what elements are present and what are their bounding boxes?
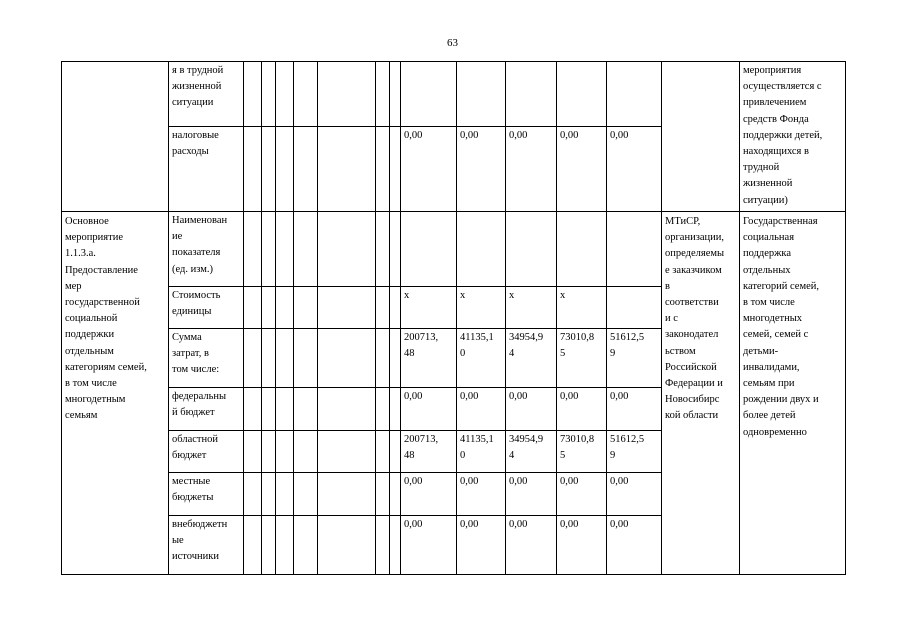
- indicator-cell: Стоимость единицы: [172, 290, 221, 318]
- indicator-cell: я в трудной жизненной ситуации: [172, 65, 224, 109]
- value-cell: 34954,9 4: [509, 332, 544, 360]
- value-cell: 0,00: [560, 391, 579, 402]
- column-line-3: [261, 61, 262, 575]
- table-bottom-border: [61, 574, 846, 575]
- value-cell: 0,00: [404, 519, 423, 530]
- table-top-border: [61, 61, 846, 62]
- value-cell: 0,00: [560, 476, 579, 487]
- value-cell: 0,00: [560, 130, 579, 141]
- value-cell: 0,00: [404, 130, 423, 141]
- value-cell: 0,00: [404, 391, 423, 402]
- row-line-0: [168, 126, 662, 127]
- indicator-cell: местные бюджеты: [172, 476, 214, 504]
- column-line-10: [456, 61, 457, 575]
- value-cell: 51612,5 9: [610, 434, 645, 462]
- row-line-2: [168, 328, 662, 329]
- value-cell: x: [460, 290, 466, 301]
- value-cell: 73010,8 5: [560, 332, 595, 360]
- column-line-4: [275, 61, 276, 575]
- value-cell: 0,00: [460, 519, 479, 530]
- indicator-cell: федеральны й бюджет: [172, 391, 227, 419]
- indicator-cell: внебюджетн ые источники: [172, 519, 228, 563]
- row-line-3: [168, 387, 662, 388]
- column-line-8: [389, 61, 390, 575]
- value-cell: 0,00: [610, 130, 629, 141]
- column-line-6: [317, 61, 318, 575]
- value-cell: 0,00: [460, 391, 479, 402]
- value-cell: 0,00: [509, 519, 528, 530]
- value-cell: 0,00: [560, 519, 579, 530]
- column-line-0: [61, 61, 62, 575]
- value-cell: 41135,1 0: [460, 332, 494, 360]
- value-cell: 73010,8 5: [560, 434, 595, 462]
- note-cell: мероприятия осуществляется с привлечением средств Фонда поддержки детей, находящихся в трудной жизненной ситуации): [743, 65, 823, 206]
- value-cell: 0,00: [509, 476, 528, 487]
- column-line-13: [606, 61, 607, 575]
- indicator-cell: областной бюджет: [172, 434, 218, 462]
- value-cell: 51612,5 9: [610, 332, 645, 360]
- value-cell: 0,00: [610, 519, 629, 530]
- value-cell: 0,00: [509, 391, 528, 402]
- value-cell: 34954,9 4: [509, 434, 544, 462]
- page-number: 63: [447, 37, 458, 49]
- value-cell: 0,00: [509, 130, 528, 141]
- column-line-15: [739, 61, 740, 575]
- column-line-7: [375, 61, 376, 575]
- row-line-5: [168, 472, 662, 473]
- value-cell: 41135,1 0: [460, 434, 494, 462]
- executor-cell: МТиСР, организации, определяемы е заказчиком в соответстви и с законодател ьством Российской Федерации и Новосибирс кой области: [665, 216, 725, 422]
- column-line-12: [556, 61, 557, 575]
- block-separator: [61, 211, 846, 212]
- column-line-1: [168, 61, 169, 575]
- row-line-6: [168, 515, 662, 516]
- column-line-14: [661, 61, 662, 575]
- value-cell: x: [560, 290, 566, 301]
- value-cell: 0,00: [610, 476, 629, 487]
- value-cell: 0,00: [460, 476, 479, 487]
- value-cell: 0,00: [404, 476, 423, 487]
- column-line-2: [243, 61, 244, 575]
- column-line-5: [293, 61, 294, 575]
- value-cell: 0,00: [610, 391, 629, 402]
- value-cell: 200713, 48: [404, 332, 439, 360]
- indicator-cell: Наименован ие показателя (ед. изм.): [172, 215, 228, 275]
- value-cell: x: [404, 290, 410, 301]
- measure-cell: Основное мероприятие 1.1.3.а. Предоставление мер государственной социальной поддержки отдельным категориям семей, в том числе многодетным семьям: [65, 216, 147, 422]
- row-line-1: [168, 286, 662, 287]
- column-line-16: [845, 61, 846, 575]
- value-cell: 0,00: [460, 130, 479, 141]
- result-cell: Государственная социальная поддержка отдельных категорий семей, в том числе многодетных семей, семей с детьми- инвалидами, семьям при рождении двух и более детей одновременно: [743, 216, 819, 438]
- column-line-9: [400, 61, 401, 575]
- indicator-cell: налоговые расходы: [172, 130, 219, 158]
- value-cell: x: [509, 290, 515, 301]
- row-line-4: [168, 430, 662, 431]
- indicator-cell: Сумма затрат, в том числе:: [172, 332, 220, 376]
- value-cell: 200713, 48: [404, 434, 439, 462]
